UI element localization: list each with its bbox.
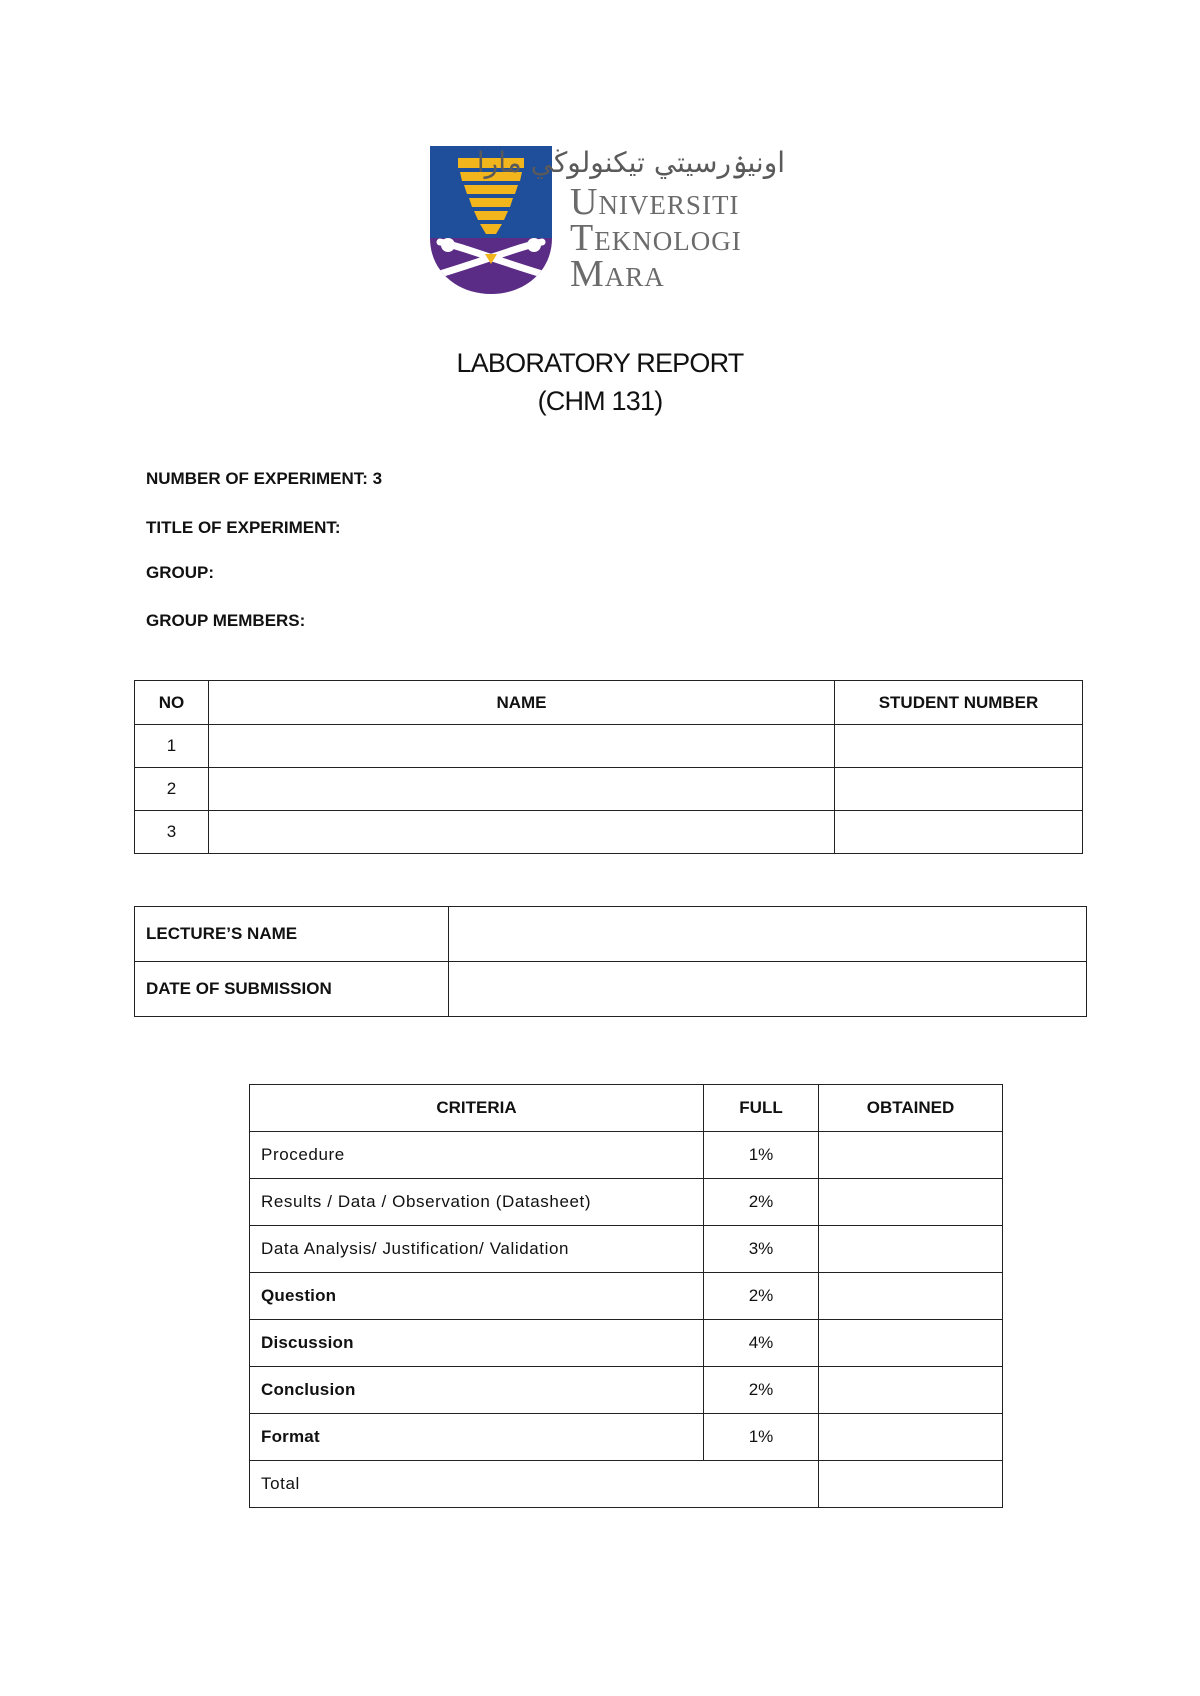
- criteria-obtained-cell[interactable]: [819, 1367, 1003, 1414]
- table-row: [250, 1273, 1003, 1320]
- criteria-obtained-cell[interactable]: [819, 1226, 1003, 1273]
- table-row: [250, 1226, 1003, 1273]
- criteria-full-mark: 2%: [704, 1367, 819, 1414]
- member-no: 1: [135, 725, 209, 768]
- member-no: 2: [135, 768, 209, 811]
- report-title: LABORATORY REPORT: [456, 348, 744, 378]
- jawi-wordmark: اونيۏرسيتي تيکنولوڬي مارا: [476, 146, 785, 179]
- criteria-name: Format: [250, 1414, 704, 1461]
- submission-date-cell[interactable]: [449, 962, 1087, 1017]
- criteria-obtained-cell[interactable]: [819, 1273, 1003, 1320]
- marking-criteria-table: [249, 1084, 1003, 1508]
- group-label: GROUP:: [146, 563, 214, 582]
- table-row: [135, 811, 1083, 854]
- criteria-full-mark: 4%: [704, 1320, 819, 1367]
- report-title-block: [0, 344, 1200, 420]
- lecturer-submission-table: [134, 906, 1087, 1017]
- criteria-name: Discussion: [250, 1320, 704, 1367]
- table-row: [250, 1132, 1003, 1179]
- criteria-obtained-cell[interactable]: [819, 1414, 1003, 1461]
- criteria-obtained-cell[interactable]: [819, 1179, 1003, 1226]
- table-row: [135, 768, 1083, 811]
- lecturer-name-cell[interactable]: [449, 907, 1087, 962]
- member-name-cell[interactable]: [209, 811, 835, 854]
- group-members-table: [134, 680, 1083, 854]
- criteria-full-mark: 2%: [704, 1273, 819, 1320]
- submission-date-label: DATE OF SUBMISSION: [135, 962, 449, 1017]
- criteria-name: Results / Data / Observation (Datasheet): [250, 1179, 704, 1226]
- column-header-student-number: STUDENT NUMBER: [835, 681, 1083, 725]
- lecturer-name-label: LECTURE’S NAME: [135, 907, 449, 962]
- criteria-full-mark: 3%: [704, 1226, 819, 1273]
- criteria-name: Question: [250, 1273, 704, 1320]
- total-label: Total: [250, 1461, 819, 1508]
- criteria-obtained-cell[interactable]: [819, 1320, 1003, 1367]
- column-header-no: NO: [135, 681, 209, 725]
- column-header-name: NAME: [209, 681, 835, 725]
- criteria-name: Conclusion: [250, 1367, 704, 1414]
- member-student-number-cell[interactable]: [835, 725, 1083, 768]
- table-row: [250, 1179, 1003, 1226]
- table-row: [135, 907, 1087, 962]
- group-members-label: GROUP MEMBERS:: [146, 611, 306, 630]
- table-row: [135, 962, 1087, 1017]
- column-header-full: FULL: [704, 1085, 819, 1132]
- experiment-title-label: TITLE OF EXPERIMENT:: [146, 518, 341, 537]
- wordmark-line-1: Universiti: [570, 181, 740, 223]
- criteria-full-mark: 2%: [704, 1179, 819, 1226]
- university-logo: [430, 146, 785, 296]
- member-name-cell[interactable]: [209, 725, 835, 768]
- table-row: [135, 725, 1083, 768]
- wordmark-line-3: Mara: [570, 253, 665, 295]
- table-header-row: [135, 681, 1083, 725]
- course-code: (CHM 131): [537, 386, 663, 416]
- column-header-criteria: CRITERIA: [250, 1085, 704, 1132]
- criteria-full-mark: 1%: [704, 1132, 819, 1179]
- table-row: [250, 1367, 1003, 1414]
- table-row: [250, 1320, 1003, 1367]
- column-header-obtained: OBTAINED: [819, 1085, 1003, 1132]
- criteria-name: Procedure: [250, 1132, 704, 1179]
- total-obtained-cell[interactable]: [819, 1461, 1003, 1508]
- criteria-obtained-cell[interactable]: [819, 1132, 1003, 1179]
- table-row: [250, 1414, 1003, 1461]
- experiment-number-label: NUMBER OF EXPERIMENT: 3: [146, 469, 383, 488]
- member-student-number-cell[interactable]: [835, 811, 1083, 854]
- table-header-row: [250, 1085, 1003, 1132]
- criteria-full-mark: 1%: [704, 1414, 819, 1461]
- member-name-cell[interactable]: [209, 768, 835, 811]
- university-wordmark: [476, 146, 785, 295]
- member-no: 3: [135, 811, 209, 854]
- wordmark-line-2: Teknologi: [570, 217, 742, 259]
- criteria-name: Data Analysis/ Justification/ Validation: [250, 1226, 704, 1273]
- total-row: [250, 1461, 1003, 1508]
- member-student-number-cell[interactable]: [835, 768, 1083, 811]
